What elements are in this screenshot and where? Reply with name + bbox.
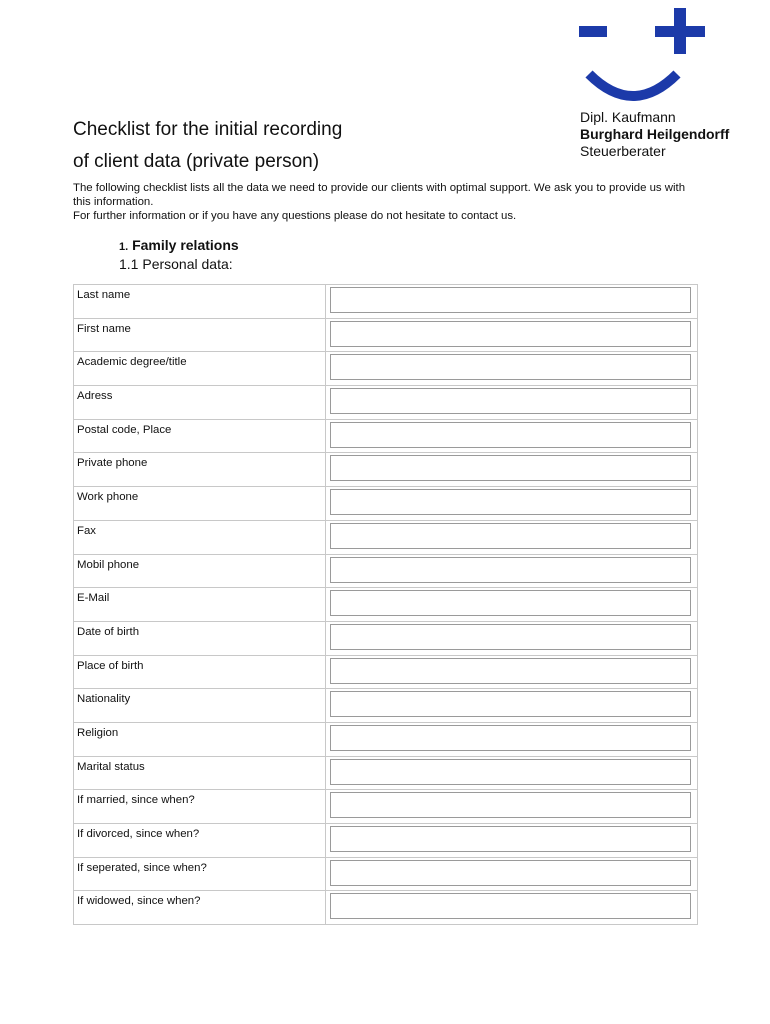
form-row bbox=[74, 689, 698, 723]
logo-minus bbox=[579, 26, 607, 37]
section-header bbox=[119, 237, 239, 273]
firm-profession: Steuerberater bbox=[580, 143, 666, 159]
field-cell bbox=[326, 419, 698, 453]
title-line-1: Checklist for the initial recording bbox=[73, 119, 343, 140]
text-input[interactable] bbox=[330, 388, 691, 414]
form-row bbox=[74, 756, 698, 790]
field-cell bbox=[326, 352, 698, 386]
field-cell bbox=[326, 453, 698, 487]
section-number: 1. bbox=[119, 241, 129, 253]
form-row bbox=[74, 621, 698, 655]
text-input[interactable] bbox=[330, 523, 691, 549]
intro-text bbox=[73, 181, 703, 223]
field-cell bbox=[326, 520, 698, 554]
form-row bbox=[74, 824, 698, 858]
field-label: If seperated, since when? bbox=[74, 857, 326, 891]
field-label: If widowed, since when? bbox=[74, 891, 326, 925]
field-cell bbox=[326, 689, 698, 723]
text-input[interactable] bbox=[330, 422, 691, 448]
firm-logo bbox=[575, 6, 715, 106]
firm-info bbox=[580, 109, 729, 160]
field-cell bbox=[326, 790, 698, 824]
logo-plus-vertical bbox=[674, 8, 686, 54]
field-label: Religion bbox=[74, 722, 326, 756]
field-cell bbox=[326, 621, 698, 655]
form-body bbox=[74, 285, 698, 925]
field-cell bbox=[326, 318, 698, 352]
text-input[interactable] bbox=[330, 691, 691, 717]
field-label: If divorced, since when? bbox=[74, 824, 326, 858]
field-cell bbox=[326, 655, 698, 689]
section-title: Family relations bbox=[132, 237, 239, 253]
logo-smile bbox=[589, 74, 677, 96]
form-row bbox=[74, 487, 698, 521]
title-line-2: of client data (private person) bbox=[73, 151, 320, 172]
text-input[interactable] bbox=[330, 489, 691, 515]
form-row bbox=[74, 554, 698, 588]
field-label: Work phone bbox=[74, 487, 326, 521]
field-cell bbox=[326, 756, 698, 790]
page-title bbox=[73, 114, 342, 178]
field-cell bbox=[326, 554, 698, 588]
form-row bbox=[74, 453, 698, 487]
field-cell bbox=[326, 386, 698, 420]
firm-degree: Dipl. Kaufmann bbox=[580, 109, 676, 125]
text-input[interactable] bbox=[330, 624, 691, 650]
field-label: Last name bbox=[74, 285, 326, 319]
field-cell bbox=[326, 857, 698, 891]
form-row bbox=[74, 722, 698, 756]
form-row bbox=[74, 318, 698, 352]
form-row bbox=[74, 520, 698, 554]
field-label: Mobil phone bbox=[74, 554, 326, 588]
text-input[interactable] bbox=[330, 590, 691, 616]
field-cell bbox=[326, 722, 698, 756]
form-row bbox=[74, 419, 698, 453]
field-cell bbox=[326, 487, 698, 521]
field-label: E-Mail bbox=[74, 588, 326, 622]
intro-paragraph-1: The following checklist lists all the data we need to provide our clients with optimal support. We ask you to provide us with this information. bbox=[73, 182, 686, 208]
text-input[interactable] bbox=[330, 455, 691, 481]
field-cell bbox=[326, 824, 698, 858]
firm-name: Burghard Heilgendorff bbox=[580, 126, 730, 142]
field-label: Academic degree/title bbox=[74, 352, 326, 386]
section-subheading: 1.1 Personal data: bbox=[119, 256, 233, 272]
text-input[interactable] bbox=[330, 826, 691, 852]
intro-paragraph-2: For further information or if you have any questions please do not hesitate to contact us. bbox=[73, 210, 517, 222]
text-input[interactable] bbox=[330, 354, 691, 380]
section-heading bbox=[119, 237, 239, 256]
field-label: Fax bbox=[74, 520, 326, 554]
field-label: Nationality bbox=[74, 689, 326, 723]
field-label: Date of birth bbox=[74, 621, 326, 655]
form-row bbox=[74, 588, 698, 622]
text-input[interactable] bbox=[330, 287, 691, 313]
field-label: Adress bbox=[74, 386, 326, 420]
text-input[interactable] bbox=[330, 321, 691, 347]
form-row bbox=[74, 857, 698, 891]
field-label: First name bbox=[74, 318, 326, 352]
field-label: Private phone bbox=[74, 453, 326, 487]
field-label: Place of birth bbox=[74, 655, 326, 689]
text-input[interactable] bbox=[330, 725, 691, 751]
form-row bbox=[74, 891, 698, 925]
form-row bbox=[74, 790, 698, 824]
text-input[interactable] bbox=[330, 792, 691, 818]
form-row bbox=[74, 285, 698, 319]
field-label: Marital status bbox=[74, 756, 326, 790]
text-input[interactable] bbox=[330, 557, 691, 583]
text-input[interactable] bbox=[330, 893, 691, 919]
form-row bbox=[74, 352, 698, 386]
field-label: Postal code, Place bbox=[74, 419, 326, 453]
form-row bbox=[74, 655, 698, 689]
field-cell bbox=[326, 891, 698, 925]
field-cell bbox=[326, 285, 698, 319]
text-input[interactable] bbox=[330, 860, 691, 886]
form-row bbox=[74, 386, 698, 420]
text-input[interactable] bbox=[330, 759, 691, 785]
text-input[interactable] bbox=[330, 658, 691, 684]
field-label: If married, since when? bbox=[74, 790, 326, 824]
personal-data-form bbox=[73, 284, 698, 925]
field-cell bbox=[326, 588, 698, 622]
